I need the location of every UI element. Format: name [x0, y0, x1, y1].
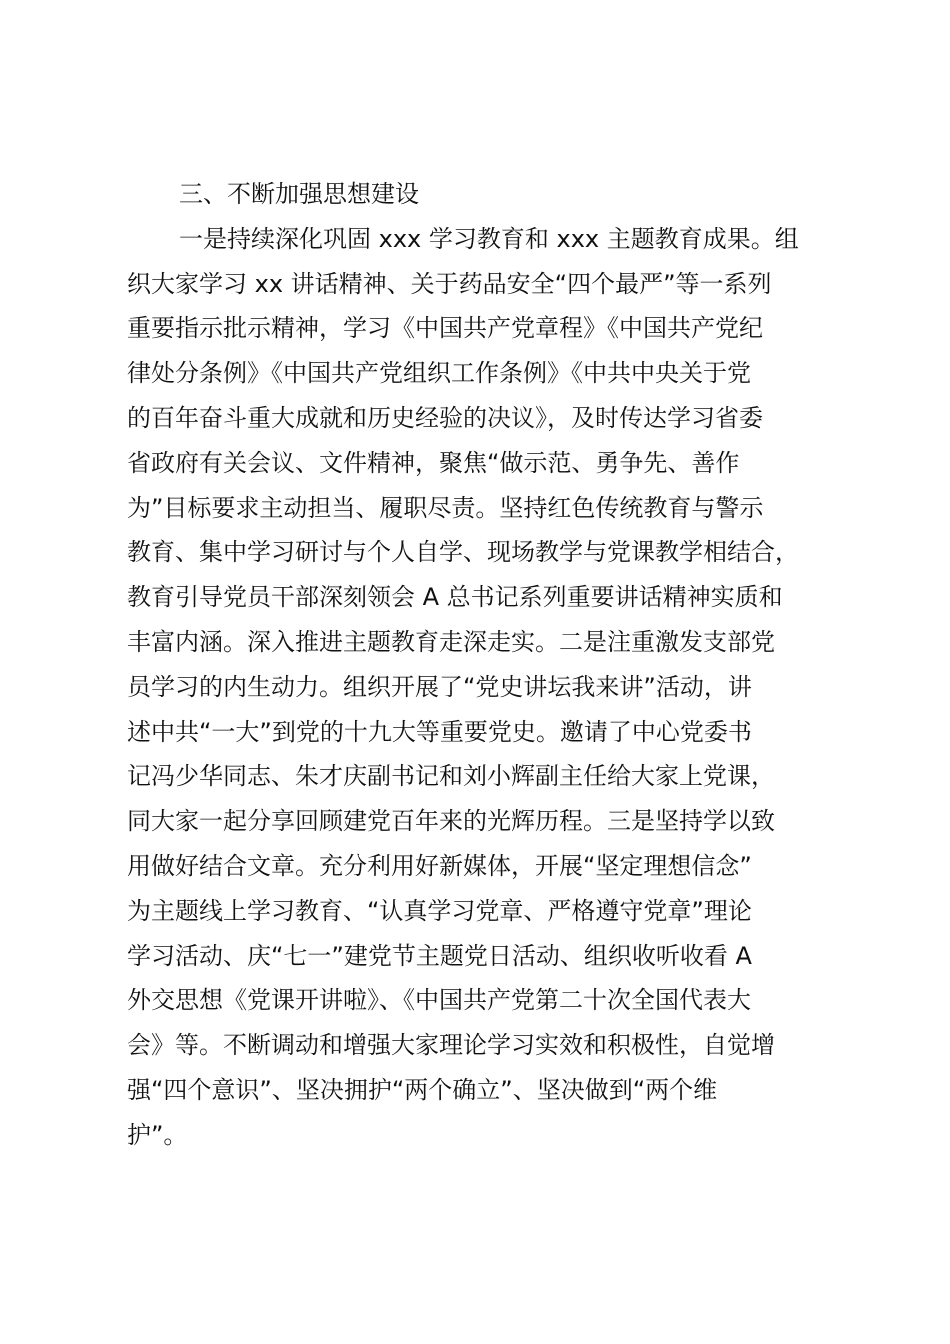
paragraph-line: 强“四个意识”、坚决拥护“两个确立”、坚决做到“两个维: [127, 1075, 718, 1104]
paragraph-line: 教育引导党员干部深刻领会 A 总书记系列重要讲话精神实质和: [127, 583, 783, 612]
paragraph-line: 织大家学习 xx 讲话精神、关于药品安全“四个最严”等一系列: [127, 269, 772, 298]
section-paragraph: [127, 217, 827, 1158]
paragraph-line: 的百年奋斗重大成就和历史经验的决议》，及时传达学习省委: [127, 403, 763, 432]
paragraph-line: 丰富内涵。深入推进主题教育走深走实。二是注重激发支部党: [127, 627, 775, 656]
paragraph-line: 一是持续深化巩固 xxx 学习教育和 xxx 主题教育成果。组: [179, 224, 799, 253]
paragraph-line: 重要指示批示精神，学习《中国共产党章程》《中国共产党纪: [127, 314, 763, 343]
paragraph-line: 会》等。不断调动和增强大家理论学习实效和积极性，自觉增: [127, 1031, 775, 1060]
paragraph-line: 员学习的内生动力。组织开展了“党史讲坛我来讲”活动，讲: [127, 672, 752, 701]
paragraph-line: 教育、集中学习研讨与个人自学、现场教学与党课教学相结合，: [127, 538, 799, 567]
paragraph-line: 为”目标要求主动担当、履职尽责。坚持红色传统教育与警示: [127, 493, 764, 522]
section-heading: 三、不断加强思想建设: [179, 180, 419, 208]
paragraph-line: 述中共“一大”到党的十九大等重要党史。邀请了中心党委书: [127, 717, 752, 746]
paragraph-line: 学习活动、庆“七一”建党节主题党日活动、组织收听收看 A: [127, 941, 752, 970]
paragraph-line: 同大家一起分享回顾建党百年来的光辉历程。三是坚持学以致: [127, 807, 775, 836]
paragraph-line: 护”。: [127, 1120, 188, 1149]
paragraph-line: 省政府有关会议、文件精神，聚焦“做示范、勇争先、善作: [127, 448, 740, 477]
paragraph-line: 记冯少华同志、朱才庆副书记和刘小辉副主任给大家上党课，: [127, 762, 775, 791]
paragraph-line: 律处分条例》《中国共产党组织工作条例》《中共中央关于党: [127, 359, 751, 388]
paragraph-line: 外交思想《党课开讲啦》、《中国共产党第二十次全国代表大: [127, 986, 751, 1015]
paragraph-line: 为主题线上学习教育、“认真学习党章、严格遵守党章”理论: [127, 896, 752, 925]
document-body: [127, 172, 827, 1158]
paragraph-line: 用做好结合文章。充分利用好新媒体，开展“坚定理想信念”: [127, 851, 752, 880]
